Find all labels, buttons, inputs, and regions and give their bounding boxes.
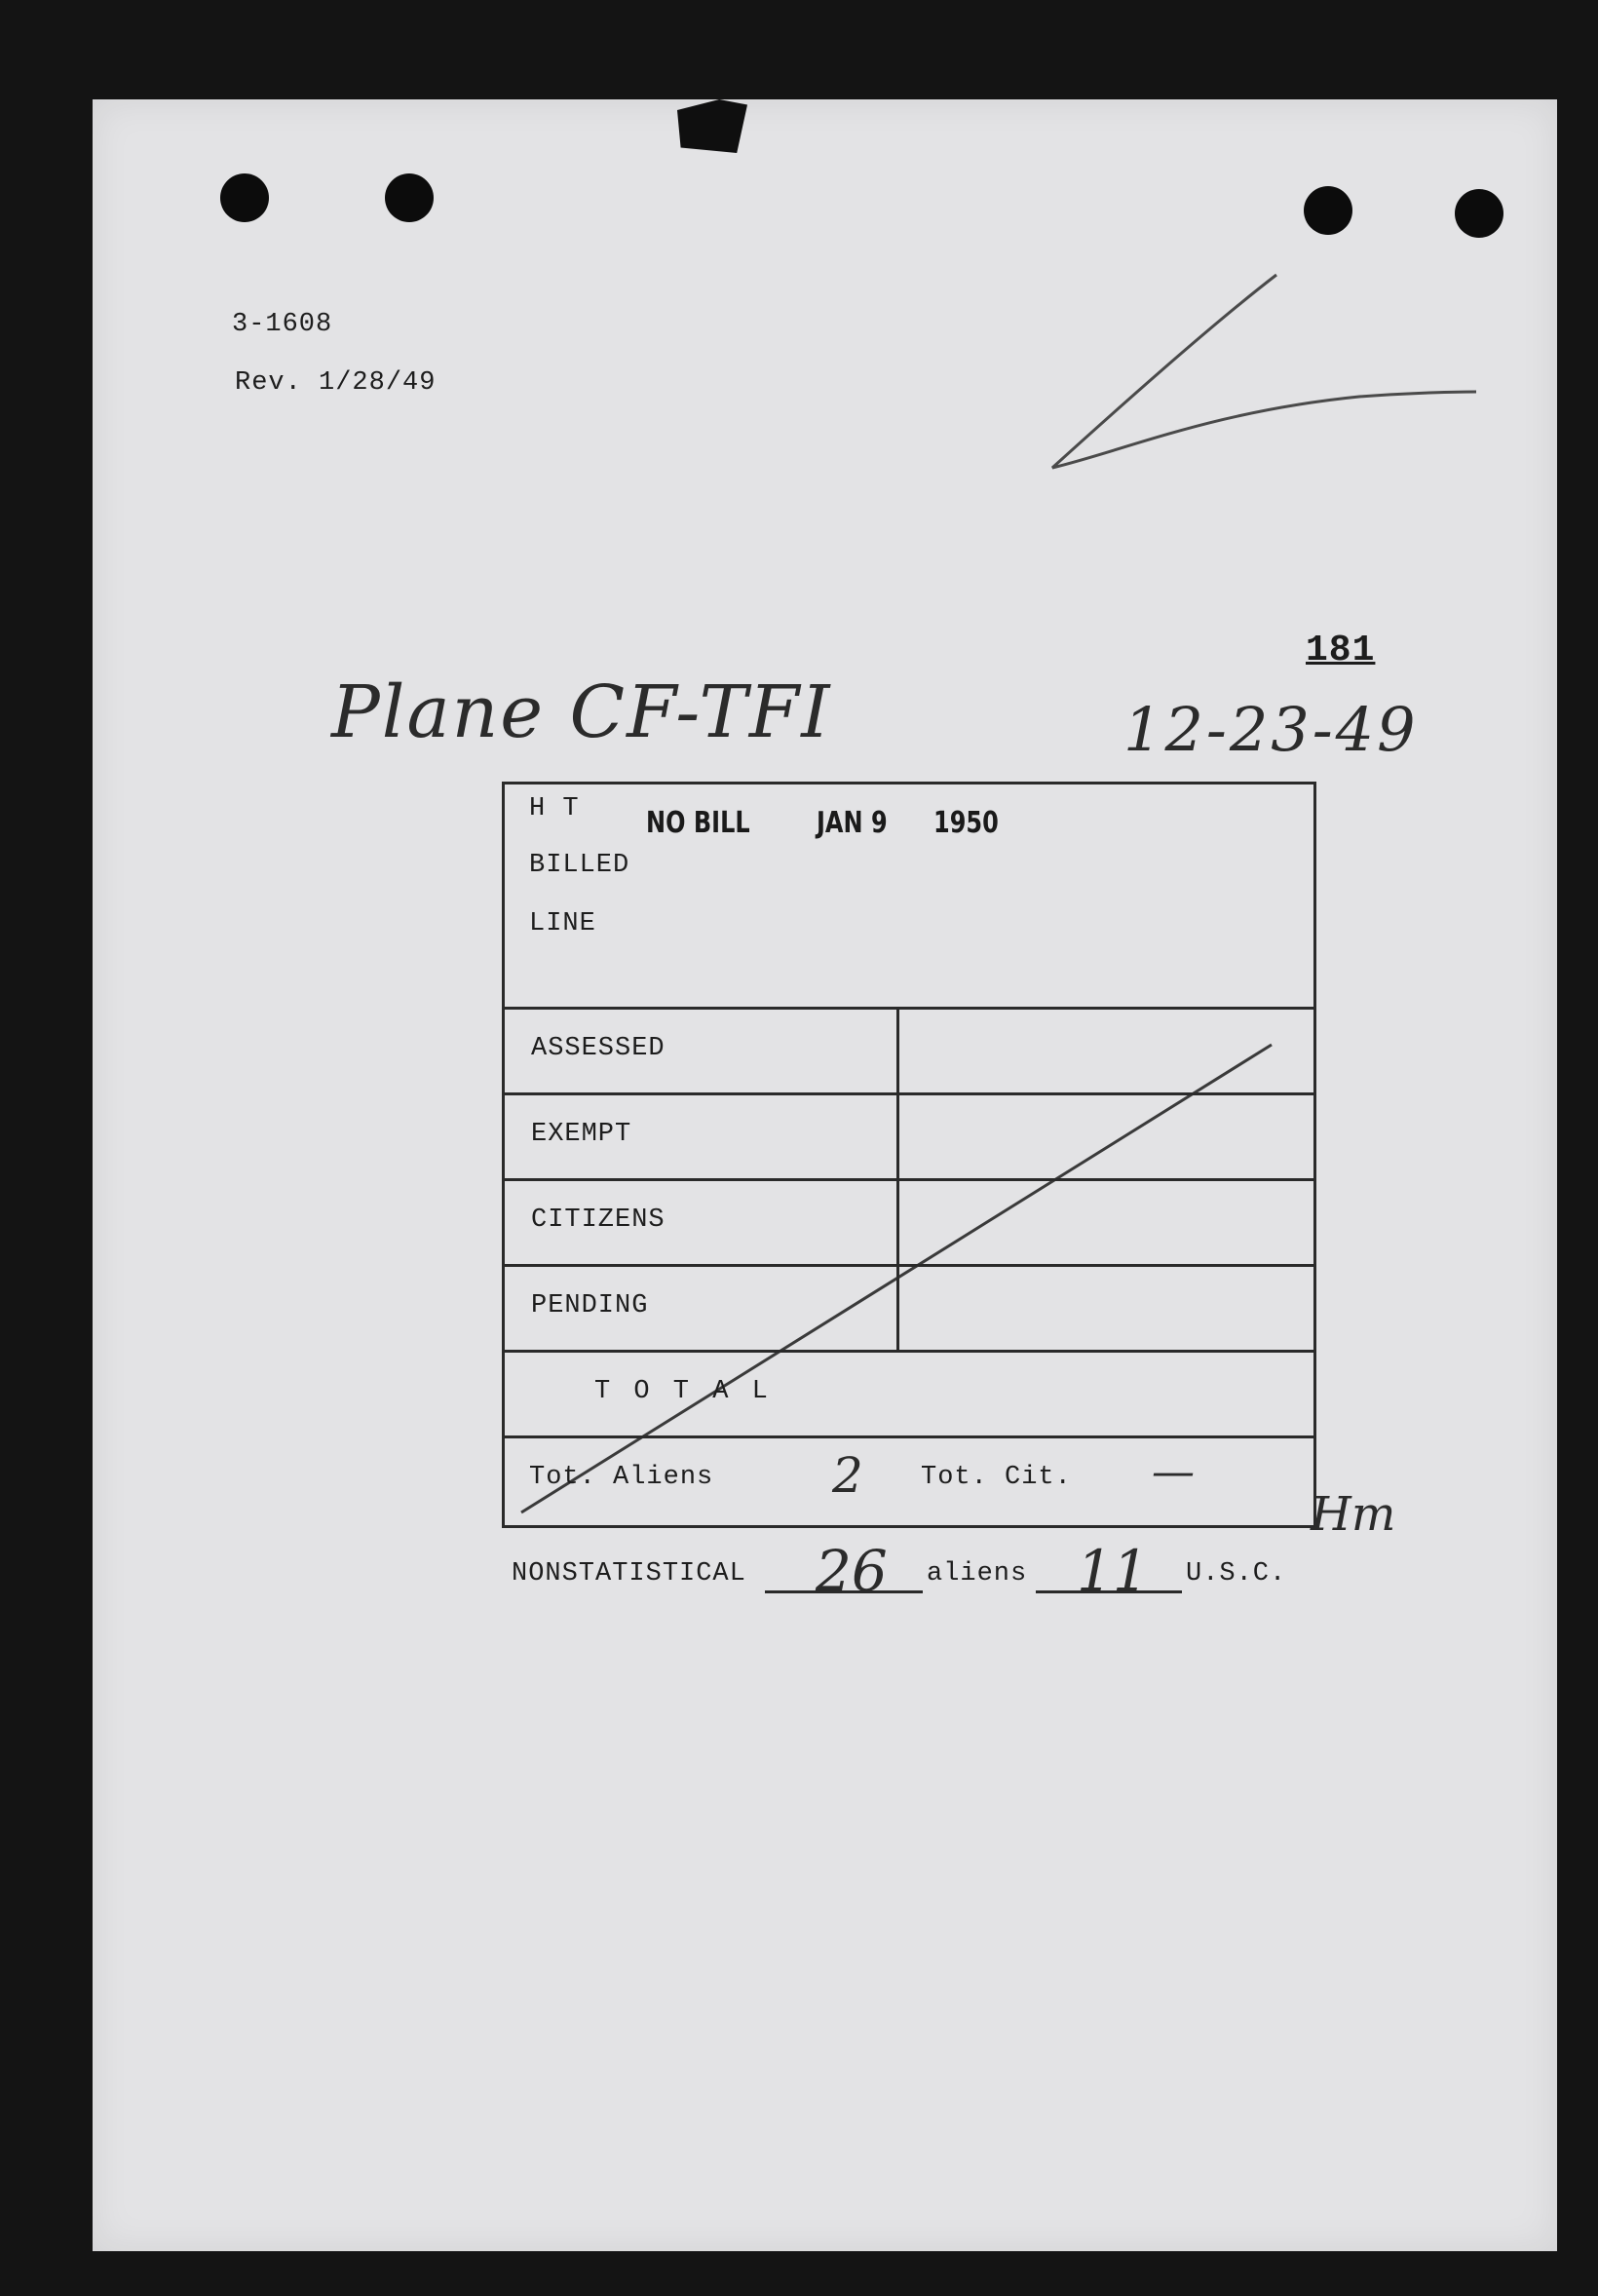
tot-cit-label: Tot. Cit. xyxy=(921,1463,1072,1492)
date-handwritten: 12-23-49 xyxy=(1123,694,1419,765)
stamp-date: JAN 9 xyxy=(817,806,888,840)
tot-cit-value: — xyxy=(1152,1447,1195,1497)
form-sheet xyxy=(93,99,1557,2251)
row-label-citizens: CITIZENS xyxy=(531,1205,666,1235)
row-label-assessed: ASSESSED xyxy=(531,1034,666,1063)
plane-handwritten: Plane CF-TFI xyxy=(331,670,832,754)
no-bill-stamp: NO BILL xyxy=(646,806,750,840)
record-table xyxy=(502,782,1316,1528)
row-label-line: LINE xyxy=(529,909,596,938)
tot-aliens-label: Tot. Aliens xyxy=(529,1463,714,1492)
row-label-billed: BILLED xyxy=(529,851,630,880)
stamp-year: 1950 xyxy=(933,806,999,840)
row-label-ht: H T xyxy=(529,794,580,823)
initials-handwritten: Hm xyxy=(1311,1487,1396,1542)
aliens-label: aliens xyxy=(927,1559,1028,1588)
nonstatistical-label: NONSTATISTICAL xyxy=(512,1559,746,1588)
divider xyxy=(505,1178,1313,1181)
divider xyxy=(505,1007,1313,1010)
form-number: 3-1608 xyxy=(232,310,333,339)
divider xyxy=(505,1350,1313,1353)
row-label-pending: PENDING xyxy=(531,1291,649,1320)
row-label-total: T O T A L xyxy=(594,1377,772,1406)
divider xyxy=(505,1435,1313,1438)
divider xyxy=(505,1092,1313,1095)
row-label-exempt: EXEMPT xyxy=(531,1120,632,1149)
tot-aliens-value: 2 xyxy=(832,1447,863,1504)
form-revision: Rev. 1/28/49 xyxy=(235,368,437,398)
usc-label: U.S.C. xyxy=(1186,1559,1287,1588)
usc-value: 11 xyxy=(1077,1538,1149,1604)
divider xyxy=(505,1264,1313,1267)
page-number: 181 xyxy=(1306,630,1376,671)
aliens-value: 26 xyxy=(816,1538,888,1604)
column-divider xyxy=(896,1007,899,1350)
